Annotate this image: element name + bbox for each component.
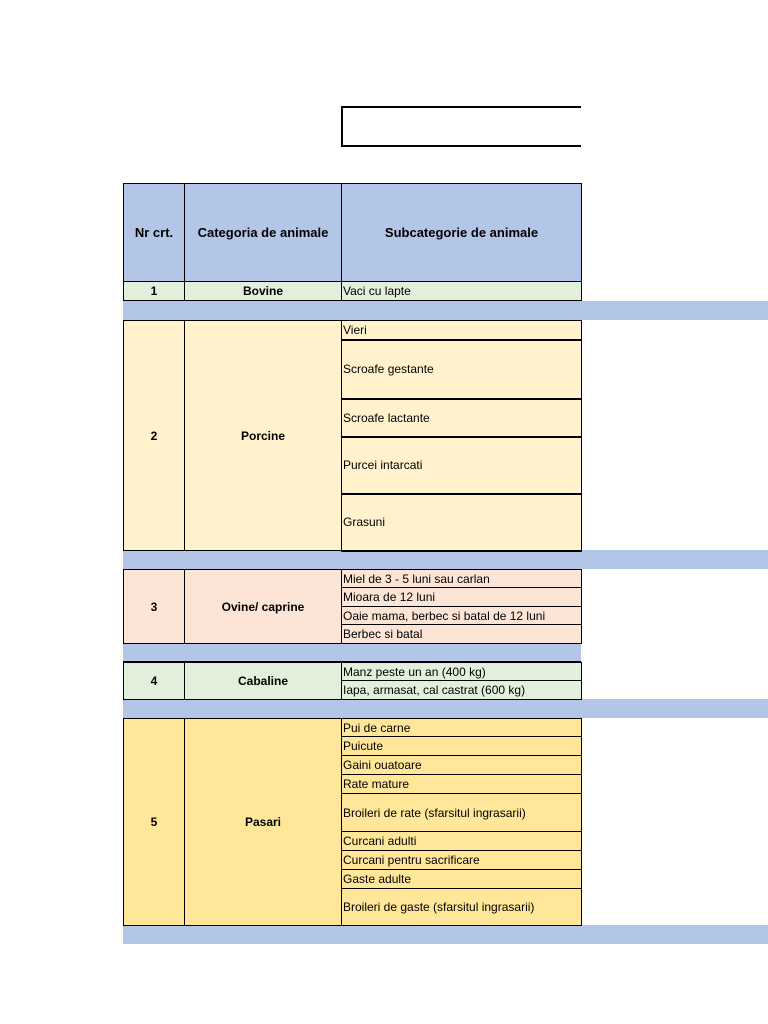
subcategory-cell: Manz peste un an (400 kg) [342,663,582,681]
group-category: Pasari [185,719,342,926]
subcategory-cell: Scroafe gestante [342,340,582,399]
subcategory-cell: Curcani pentru sacrificare [342,851,582,870]
separator-row [123,643,581,662]
subcategory-cell: Broileri de gaste (sfarsitul ingrasarii) [342,889,582,926]
separator-row [123,301,768,320]
subcategory-cell: Puicute [342,737,582,756]
subcategory-cell: Vieri [342,321,582,340]
group-number: 4 [124,663,185,700]
table-section-cabaline [123,662,581,700]
table-row [124,321,582,340]
separator-row [123,550,768,569]
subcategory-cell: Scroafe lactante [342,399,582,437]
group-number: 5 [124,719,185,926]
header-subcategory: Subcategorie de animale [342,184,582,282]
subcategory-cell: Grasuni [342,494,582,551]
separator-row [123,925,768,944]
table-section-porcine [123,320,581,552]
subcategory-cell: Miel de 3 - 5 luni sau carlan [342,570,582,588]
table-section-header [123,183,581,301]
group-number: 2 [124,321,185,551]
table-header-row [124,184,582,282]
subcategory-cell: Curcani adulti [342,832,582,851]
subcategory-cell: Purcei intarcati [342,437,582,494]
separator-row [123,699,768,718]
subcategory-cell: Berbec si batal [342,625,582,644]
group-number: 3 [124,570,185,644]
group-number: 1 [124,282,185,301]
subcategory-cell: Gaini ouatoare [342,756,582,775]
subcategory-cell: Oaie mama, berbec si batal de 12 luni [342,607,582,625]
group-category: Cabaline [185,663,342,700]
group-category: Bovine [185,282,342,301]
title-box [341,106,581,147]
table-section-ovine [123,569,581,644]
subcategory-cell: Rate mature [342,775,582,794]
table-row [124,719,582,737]
group-category: Porcine [185,321,342,551]
subcategory-cell: Vaci cu lapte [342,282,582,301]
header-category: Categoria de animale [185,184,342,282]
group-category: Ovine/ caprine [185,570,342,644]
subcategory-cell: Broileri de rate (sfarsitul ingrasarii) [342,794,582,832]
header-nr: Nr crt. [124,184,185,282]
subcategory-cell: Mioara de 12 luni [342,588,582,607]
table-row [124,570,582,588]
table-row [124,282,582,301]
table-row [124,663,582,681]
table-section-pasari [123,718,581,926]
subcategory-cell: Iapa, armasat, cal castrat (600 kg) [342,681,582,700]
subcategory-cell: Gaste adulte [342,870,582,889]
subcategory-cell: Pui de carne [342,719,582,737]
